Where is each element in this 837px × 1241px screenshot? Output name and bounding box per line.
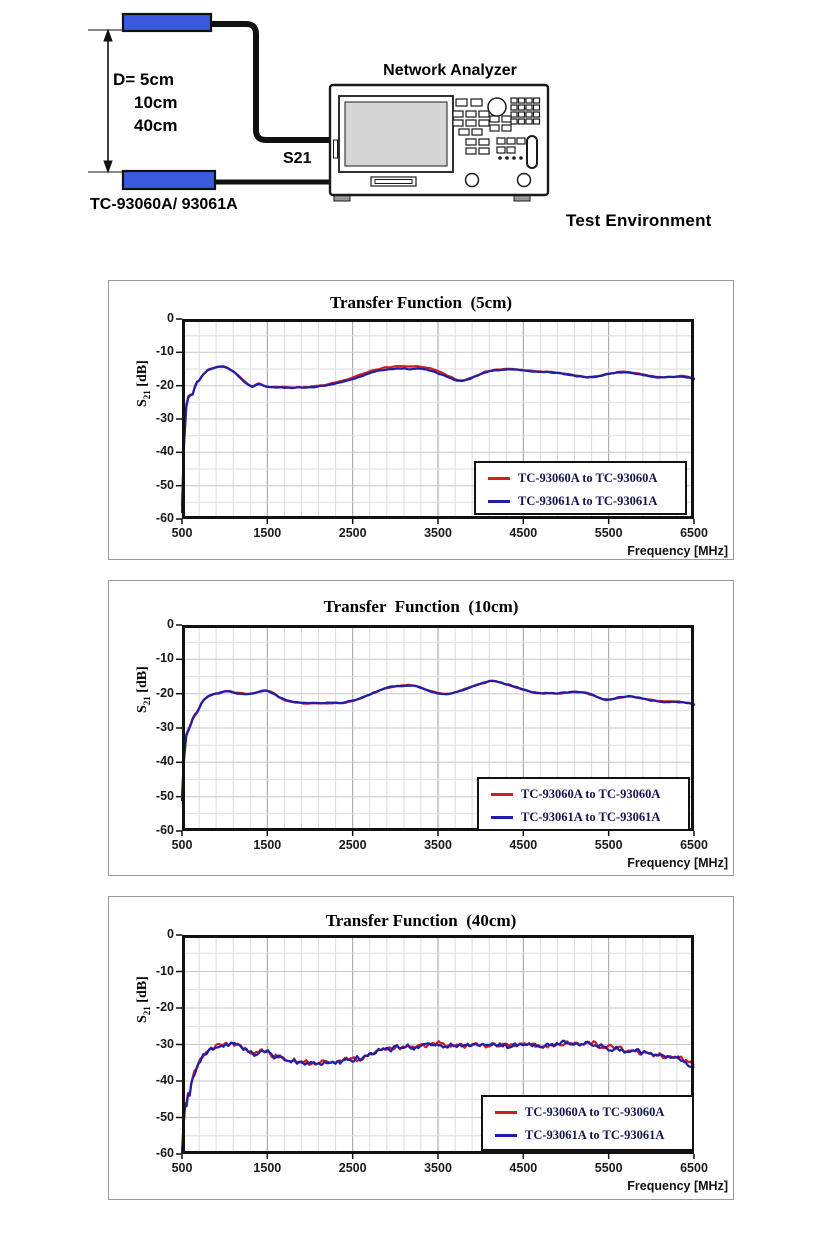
- y-tick-label: -10: [155, 344, 174, 359]
- y-tick-label: 0: [167, 617, 174, 631]
- legend-swatch-blue: [488, 500, 510, 503]
- chart-title: Transfer Function (40cm): [325, 911, 517, 930]
- network-analyzer-drawing: [330, 85, 548, 201]
- legend-swatch-blue: [491, 816, 513, 819]
- y-tick-label: -30: [155, 1036, 174, 1051]
- y-tick-label: -60: [155, 823, 174, 837]
- x-tick-label: 1500: [253, 526, 282, 540]
- chart-title: Transfer Function (5cm): [329, 293, 513, 312]
- dimension-arrow: [88, 30, 126, 172]
- x-tick-label: 6500: [680, 838, 708, 852]
- legend-entry: [491, 806, 688, 829]
- test-environment-diagram: [0, 0, 837, 260]
- x-tick-label: 500: [171, 526, 193, 540]
- y-tick-label: -60: [155, 1146, 174, 1160]
- x-axis-label: Frequency [MHz]: [627, 544, 728, 558]
- y-tick-label: -40: [155, 444, 174, 459]
- legend-label: TC-93061A to TC-93061A: [521, 810, 661, 824]
- x-tick-label: 3500: [424, 838, 452, 852]
- x-tick-label: 5500: [594, 526, 623, 540]
- chart-panel-10cm: [108, 580, 734, 876]
- y-tick-label: -50: [155, 477, 174, 492]
- x-tick-label: 2500: [338, 1161, 367, 1175]
- chart-panel-5cm: [108, 280, 734, 560]
- x-axis-label: Frequency [MHz]: [627, 856, 728, 870]
- y-tick-label: -20: [155, 685, 174, 700]
- x-tick-label: 2500: [338, 526, 367, 540]
- y-tick-label: 0: [167, 311, 174, 325]
- y-tick-label: 0: [167, 927, 174, 941]
- coax-cable-top: [211, 24, 332, 140]
- x-tick-label: 6500: [680, 526, 708, 540]
- y-tick-label: -50: [155, 788, 174, 803]
- s21-port-label: S21: [283, 150, 312, 167]
- legend-label: TC-93060A to TC-93060A: [521, 787, 661, 801]
- antenna-top: [123, 14, 211, 31]
- y-tick-label: -40: [155, 754, 174, 769]
- legend-swatch-red: [495, 1111, 517, 1114]
- legend-label: TC-93061A to TC-93061A: [525, 1128, 665, 1142]
- x-tick-label: 3500: [424, 1161, 452, 1175]
- legend-swatch-red: [488, 477, 510, 480]
- x-tick-label: 1500: [253, 1161, 282, 1175]
- legend-entry: [495, 1124, 692, 1147]
- y-tick-label: -10: [155, 963, 174, 978]
- y-tick-label: -30: [155, 411, 174, 425]
- legend-label: TC-93061A to TC-93061A: [518, 494, 658, 508]
- y-tick-label: -30: [155, 720, 174, 734]
- network-analyzer-label: Network Analyzer: [383, 62, 517, 79]
- x-tick-label: 5500: [594, 1161, 623, 1175]
- antenna-model-label: TC-93060A/ 93061A: [90, 196, 238, 213]
- y-tick-label: -40: [155, 1073, 174, 1087]
- legend: [477, 777, 690, 831]
- y-axis-label: $S_{21}$ [dB]: [135, 666, 152, 713]
- x-tick-label: 5500: [594, 838, 623, 852]
- antenna-bottom: [123, 171, 215, 189]
- distance-label-line3: 40cm: [134, 116, 178, 135]
- x-tick-label: 4500: [509, 526, 538, 540]
- legend: [481, 1095, 694, 1151]
- legend-entry: [488, 467, 685, 490]
- x-tick-label: 4500: [509, 1161, 538, 1175]
- legend-label: TC-93060A to TC-93060A: [525, 1105, 665, 1119]
- x-axis-label: Frequency [MHz]: [627, 1179, 728, 1193]
- x-tick-label: 4500: [509, 838, 538, 852]
- chart-title: Transfer Function (10cm): [323, 597, 519, 616]
- x-tick-label: 3500: [424, 526, 452, 540]
- x-tick-label: 500: [171, 1161, 193, 1175]
- legend: [474, 461, 687, 515]
- x-tick-label: 500: [171, 838, 193, 852]
- distance-label-line2: 10cm: [134, 93, 178, 112]
- y-tick-label: -20: [155, 1000, 174, 1014]
- legend-swatch-blue: [495, 1134, 517, 1137]
- x-tick-label: 1500: [253, 838, 282, 852]
- legend-entry: [495, 1101, 692, 1124]
- distance-label-line1: D= 5cm: [113, 70, 174, 89]
- y-axis-label: $S_{21}$ [dB]: [135, 976, 152, 1023]
- legend-label: TC-93060A to TC-93060A: [518, 471, 658, 485]
- legend-entry: [491, 783, 688, 806]
- x-tick-label: 6500: [680, 1161, 708, 1175]
- y-tick-label: -10: [155, 651, 174, 666]
- diagram-caption: Test Environment: [566, 211, 712, 230]
- y-tick-label: -50: [155, 1109, 174, 1124]
- legend-entry: [488, 490, 685, 513]
- chart-panel-40cm: [108, 896, 734, 1200]
- y-axis-label: $S_{21}$ [dB]: [135, 360, 152, 407]
- y-tick-label: -20: [155, 377, 174, 392]
- y-tick-label: -60: [155, 511, 174, 525]
- legend-swatch-red: [491, 793, 513, 796]
- x-tick-label: 2500: [338, 838, 367, 852]
